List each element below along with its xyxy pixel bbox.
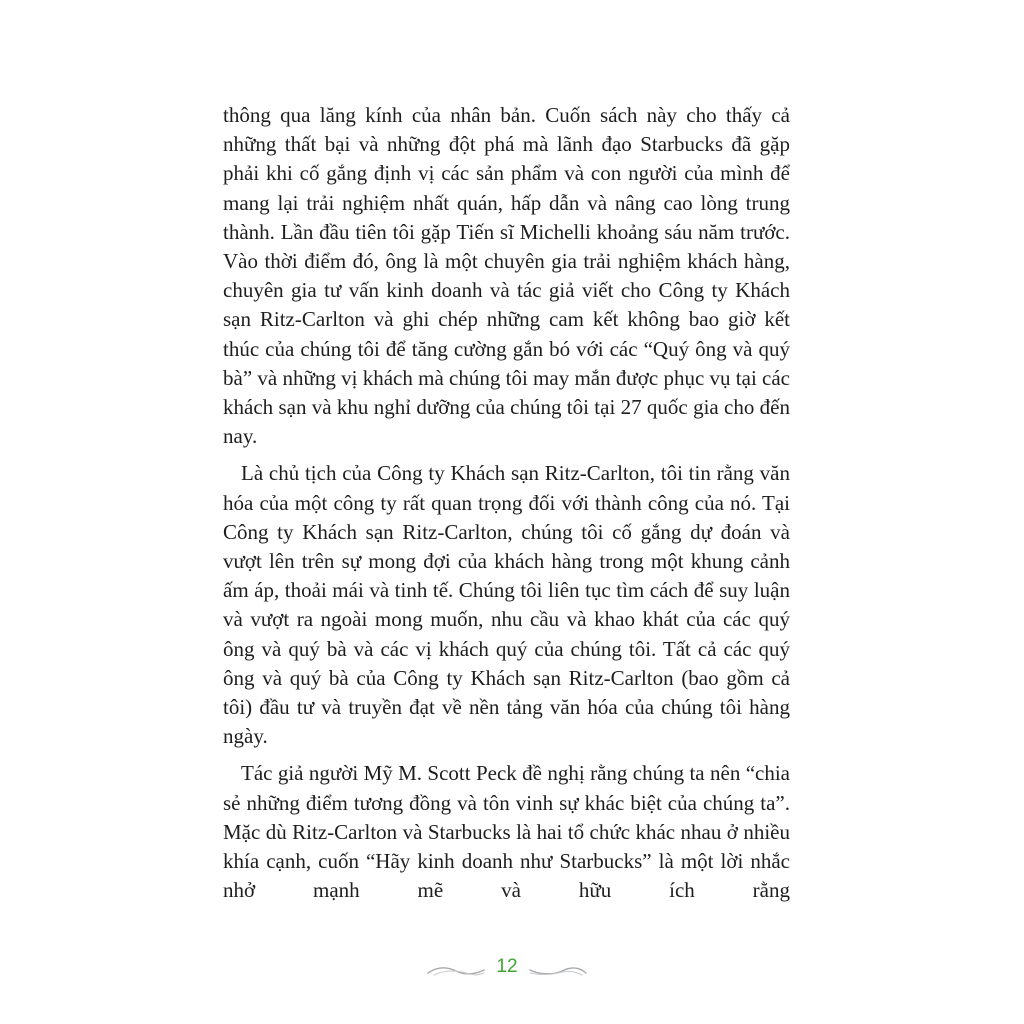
page-number: 12: [496, 956, 518, 977]
body-text: [223, 101, 790, 913]
paragraph-2: Là chủ tịch của Công ty Khách sạn Ritz-Carlton, tôi tin rằng văn hóa của một công ty rất quan trọng đối với thành công của nó. Tại Công ty Khách sạn Ritz-Carlton, chúng tôi cố gắng dự đoán và vượt lên trên sự mong đợi của khách hàng trong một khung cảnh ấm áp, thoải mái và tinh tế. Chúng tôi liên tục tìm cách để suy luận và vượt ra ngoài mong muốn, nhu cầu và khao khát của các quý ông và quý bà và các vị khách quý của chúng tôi. Tất cả các quý ông và quý bà của Công ty Khách sạn Ritz-Carlton (bao gồm cả tôi) đầu tư và truyền đạt về nền tảng văn hóa của chúng tôi hàng ngày.: [223, 461, 790, 749]
paragraph-1: thông qua lăng kính của nhân bản. Cuốn sách này cho thấy cả những thất bại và những đột phá mà lãnh đạo Starbucks đã gặp phải khi cố gắng định vị các sản phẩm và con người của mình để mang lại trải nghiệm nhất quán, hấp dẫn và nâng cao lòng trung thành. Lần đầu tiên tôi gặp Tiến sĩ Michelli khoảng sáu năm trước. Vào thời điểm đó, ông là một chuyên gia trải nghiệm khách hàng, chuyên gia tư vấn kinh doanh và tác giả viết cho Công ty Khách sạn Ritz-Carlton và ghi chép những cam kết không bao giờ kết thúc của chúng tôi để tăng cường gắn bó với các “Quý ông và quý bà” và những vị khách mà chúng tôi may mắn được phục vụ tại các khách sạn và khu nghỉ dưỡng của chúng tôi tại 27 quốc gia cho đến nay.: [223, 103, 790, 449]
paragraph-3: Tác giả người Mỹ M. Scott Peck đề nghị rằng chúng ta nên “chia sẻ những điểm tương đồng và tôn vinh sự khác biệt của chúng ta”. Mặc dù Ritz-Carlton và Starbucks là hai tổ chức khác nhau ở nhiều khía cạnh, cuốn “Hãy kinh doanh như Starbucks” là một lời nhắc nhở mạnh mẽ và hữu ích rằng: [223, 761, 790, 903]
swirl-flourish-icon: [426, 964, 486, 978]
swirl-flourish-icon: [528, 964, 588, 978]
page-footer: [420, 952, 600, 986]
